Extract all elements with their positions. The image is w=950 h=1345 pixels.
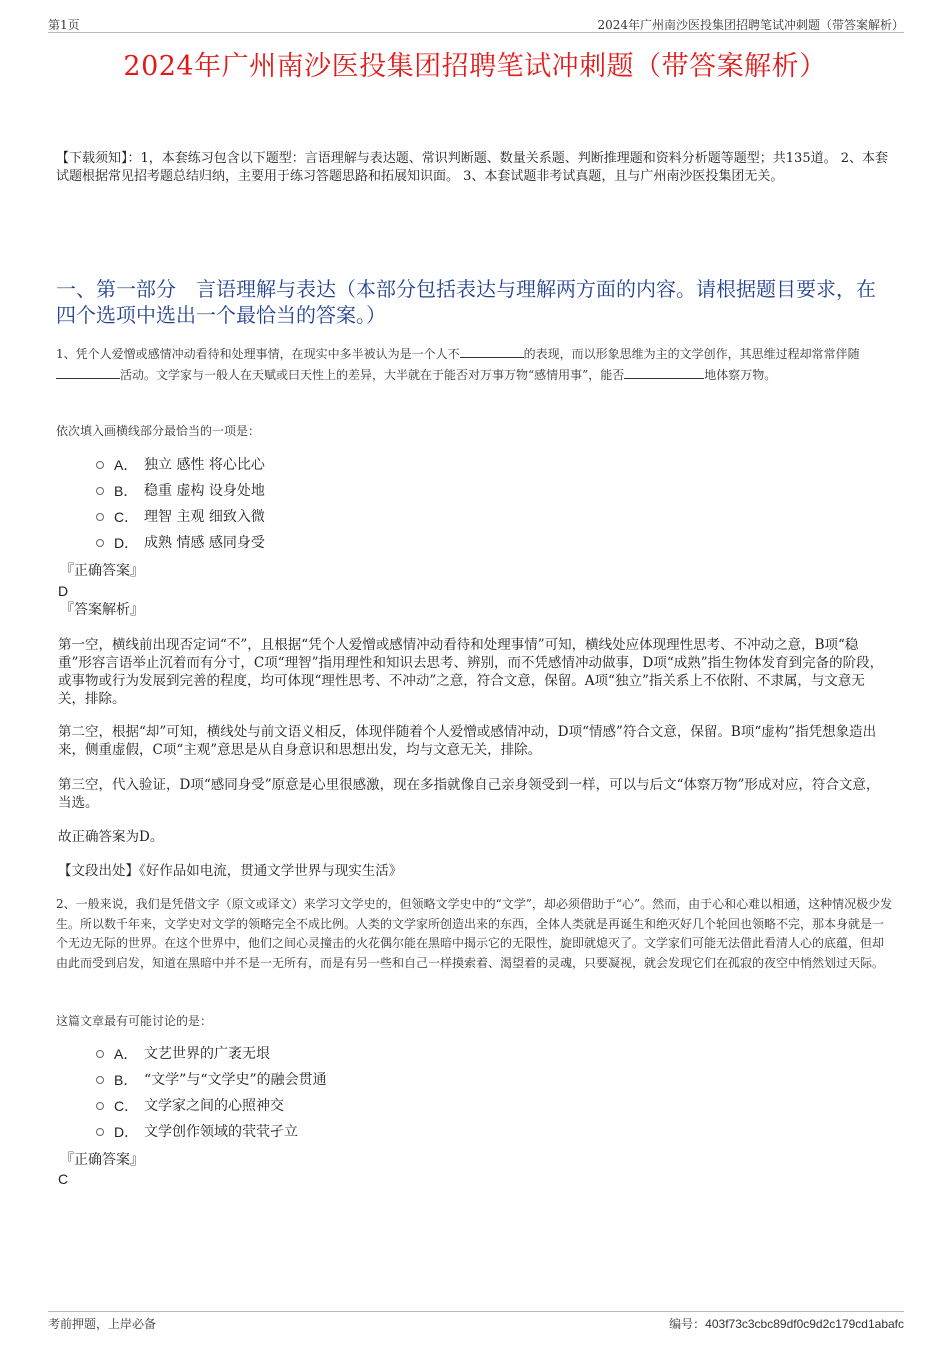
radio-icon[interactable] xyxy=(96,1050,104,1058)
blank-1 xyxy=(460,345,524,358)
question-2-stem: 2、一般来说，我们是凭借文字（原文或译文）来学习文学史的，但领略文学史中的“文学”，却必须借助于“心”。然而，由于心和心难以相通，这种情况极少发生。所以数千年来，文学史对文学的领略完全不成比例。人类的文学家所创造出来的东西，全体人类就是再诞生和绝灭好几个轮回也领略不完，那本身就是一个无边无际的世界。在这个世界中，他们之间心灵撞击的火花偶尔能在黑暗中揭示它的无限性，旋即就熄灭了。文学家们可能无法借此看清人心的底蕴，但却由此而受到启发，知道在黑暗中并不是一无所有，而是有另一些和自己一样摸索着、渴望着的灵魂，只要凝视，就会发现它们在孤寂的夜空中悄然划过天际。 xyxy=(56,897,893,970)
answer-label: 『正确答案』 xyxy=(60,563,144,579)
analysis-paragraph-2: 第二空，根据“却”可知，横线处与前文语义相反，体现伴随着个人爱憎或感情冲动，D项“情感”符合文意，保留。B项“虚构”指凭想象造出来，侧重虚假，C项“主观”意思是从自身意识和思想出发，均与文意无关，排除。 xyxy=(58,724,877,758)
analysis-label: 『答案解析』 xyxy=(60,602,144,618)
radio-icon[interactable] xyxy=(96,1128,104,1136)
radio-icon[interactable] xyxy=(96,487,104,495)
correct-answer: D xyxy=(58,583,69,599)
correct-answer: C xyxy=(58,1171,69,1187)
question-2-options xyxy=(96,1041,327,1145)
page-header xyxy=(48,14,904,33)
download-notice: 【下载须知】：1，本套练习包含以下题型：言语理解与表达题、常识判断题、数量关系题、判断推理题和资料分析题等题型；共135道。 2、本套试题根据常见招考题总结归纳，主要用于练习答题思路和拓展知识面。 3、本套试题非考试真题，且与广州南沙医投集团无关。 xyxy=(56,151,888,184)
option-a[interactable]: A． 独立 感性 将心比心 xyxy=(96,452,265,478)
option-d[interactable]: D． 文学创作领域的茕茕孑立 xyxy=(96,1119,327,1145)
question-1-prompt: 依次填入画横线部分最恰当的一项是： xyxy=(56,424,261,438)
option-a[interactable]: A． 文艺世界的广袤无垠 xyxy=(96,1041,327,1067)
radio-icon[interactable] xyxy=(96,1076,104,1084)
footer-slogan: 考前押题，上岸必备 xyxy=(48,1317,157,1331)
option-c[interactable]: C． 文学家之间的心照神交 xyxy=(96,1093,327,1119)
document-code: 编号：403f73c3cbc89df0c9d2c179cd1abafc xyxy=(669,1317,904,1331)
blank-2 xyxy=(56,366,120,379)
radio-icon[interactable] xyxy=(96,539,104,547)
analysis-paragraph-3: 第三空，代入验证，D项“感同身受”原意是心里很感激，现在多指就像自己亲身领受到一样，可以与后文“体察万物”形成对应，符合文意，当选。 xyxy=(58,777,880,811)
radio-icon[interactable] xyxy=(96,461,104,469)
passage-source: 【文段出处】《好作品如电流，贯通文学世界与现实生活》 xyxy=(58,863,403,879)
blank-3 xyxy=(624,366,704,379)
analysis-conclusion: 故正确答案为D。 xyxy=(58,829,164,845)
answer-label: 『正确答案』 xyxy=(60,1152,144,1168)
option-d[interactable]: D． 成熟 情感 感同身受 xyxy=(96,530,265,556)
radio-icon[interactable] xyxy=(96,1102,104,1110)
section-title: 一、第一部分 言语理解与表达（本部分包括表达与理解两方面的内容。请根据题目要求，在四个选项中选出一个最恰当的答案。） xyxy=(56,277,876,327)
radio-icon[interactable] xyxy=(96,513,104,521)
page-number: 第1页 xyxy=(48,18,80,32)
option-b[interactable]: B． 稳重 虚构 设身处地 xyxy=(96,478,265,504)
question-2-prompt: 这篇文章最有可能讨论的是： xyxy=(56,1014,213,1028)
analysis-paragraph-1: 第一空，横线前出现否定词“不”，且根据“凭个人爱憎或感情冲动看待和处理事情”可知，横线处应体现理性思考、不冲动之意，B项“稳重”形容言语举止沉着而有分寸，C项“理智”指用理性和知识去思考、辨别，而不凭感情冲动做事，D项“成熟”指生物体发育到完备的阶段，或事物或行为发展到完善的程度，均可体现“理性思考、不冲动”之意，符合文意，保留。A项“独立”指关系上不依附、不隶属，与文意无关，排除。 xyxy=(58,637,884,707)
header-doc-title: 2024年广州南沙医投集团招聘笔试冲刺题（带答案解析） xyxy=(597,18,904,32)
option-c[interactable]: C． 理智 主观 细致入微 xyxy=(96,504,265,530)
page-footer xyxy=(48,1311,904,1332)
question-1-stem: 1、凭个人爱憎或感情冲动看待和处理事情，在现实中多半被认为是一个人不 的表现，而以形象思维为主的文学创作，其思维过程却常常伴随活动。文学家与一般人在天赋或曰天性上的差异，大半就在于能否对万事万物“感情用事”，能否 地体察万物。 xyxy=(56,347,860,382)
document-title: 2024年广州南沙医投集团招聘笔试冲刺题（带答案解析） xyxy=(123,51,827,82)
option-b[interactable]: B． “文学”与“文学史”的融会贯通 xyxy=(96,1067,327,1093)
question-1-options xyxy=(96,452,265,556)
